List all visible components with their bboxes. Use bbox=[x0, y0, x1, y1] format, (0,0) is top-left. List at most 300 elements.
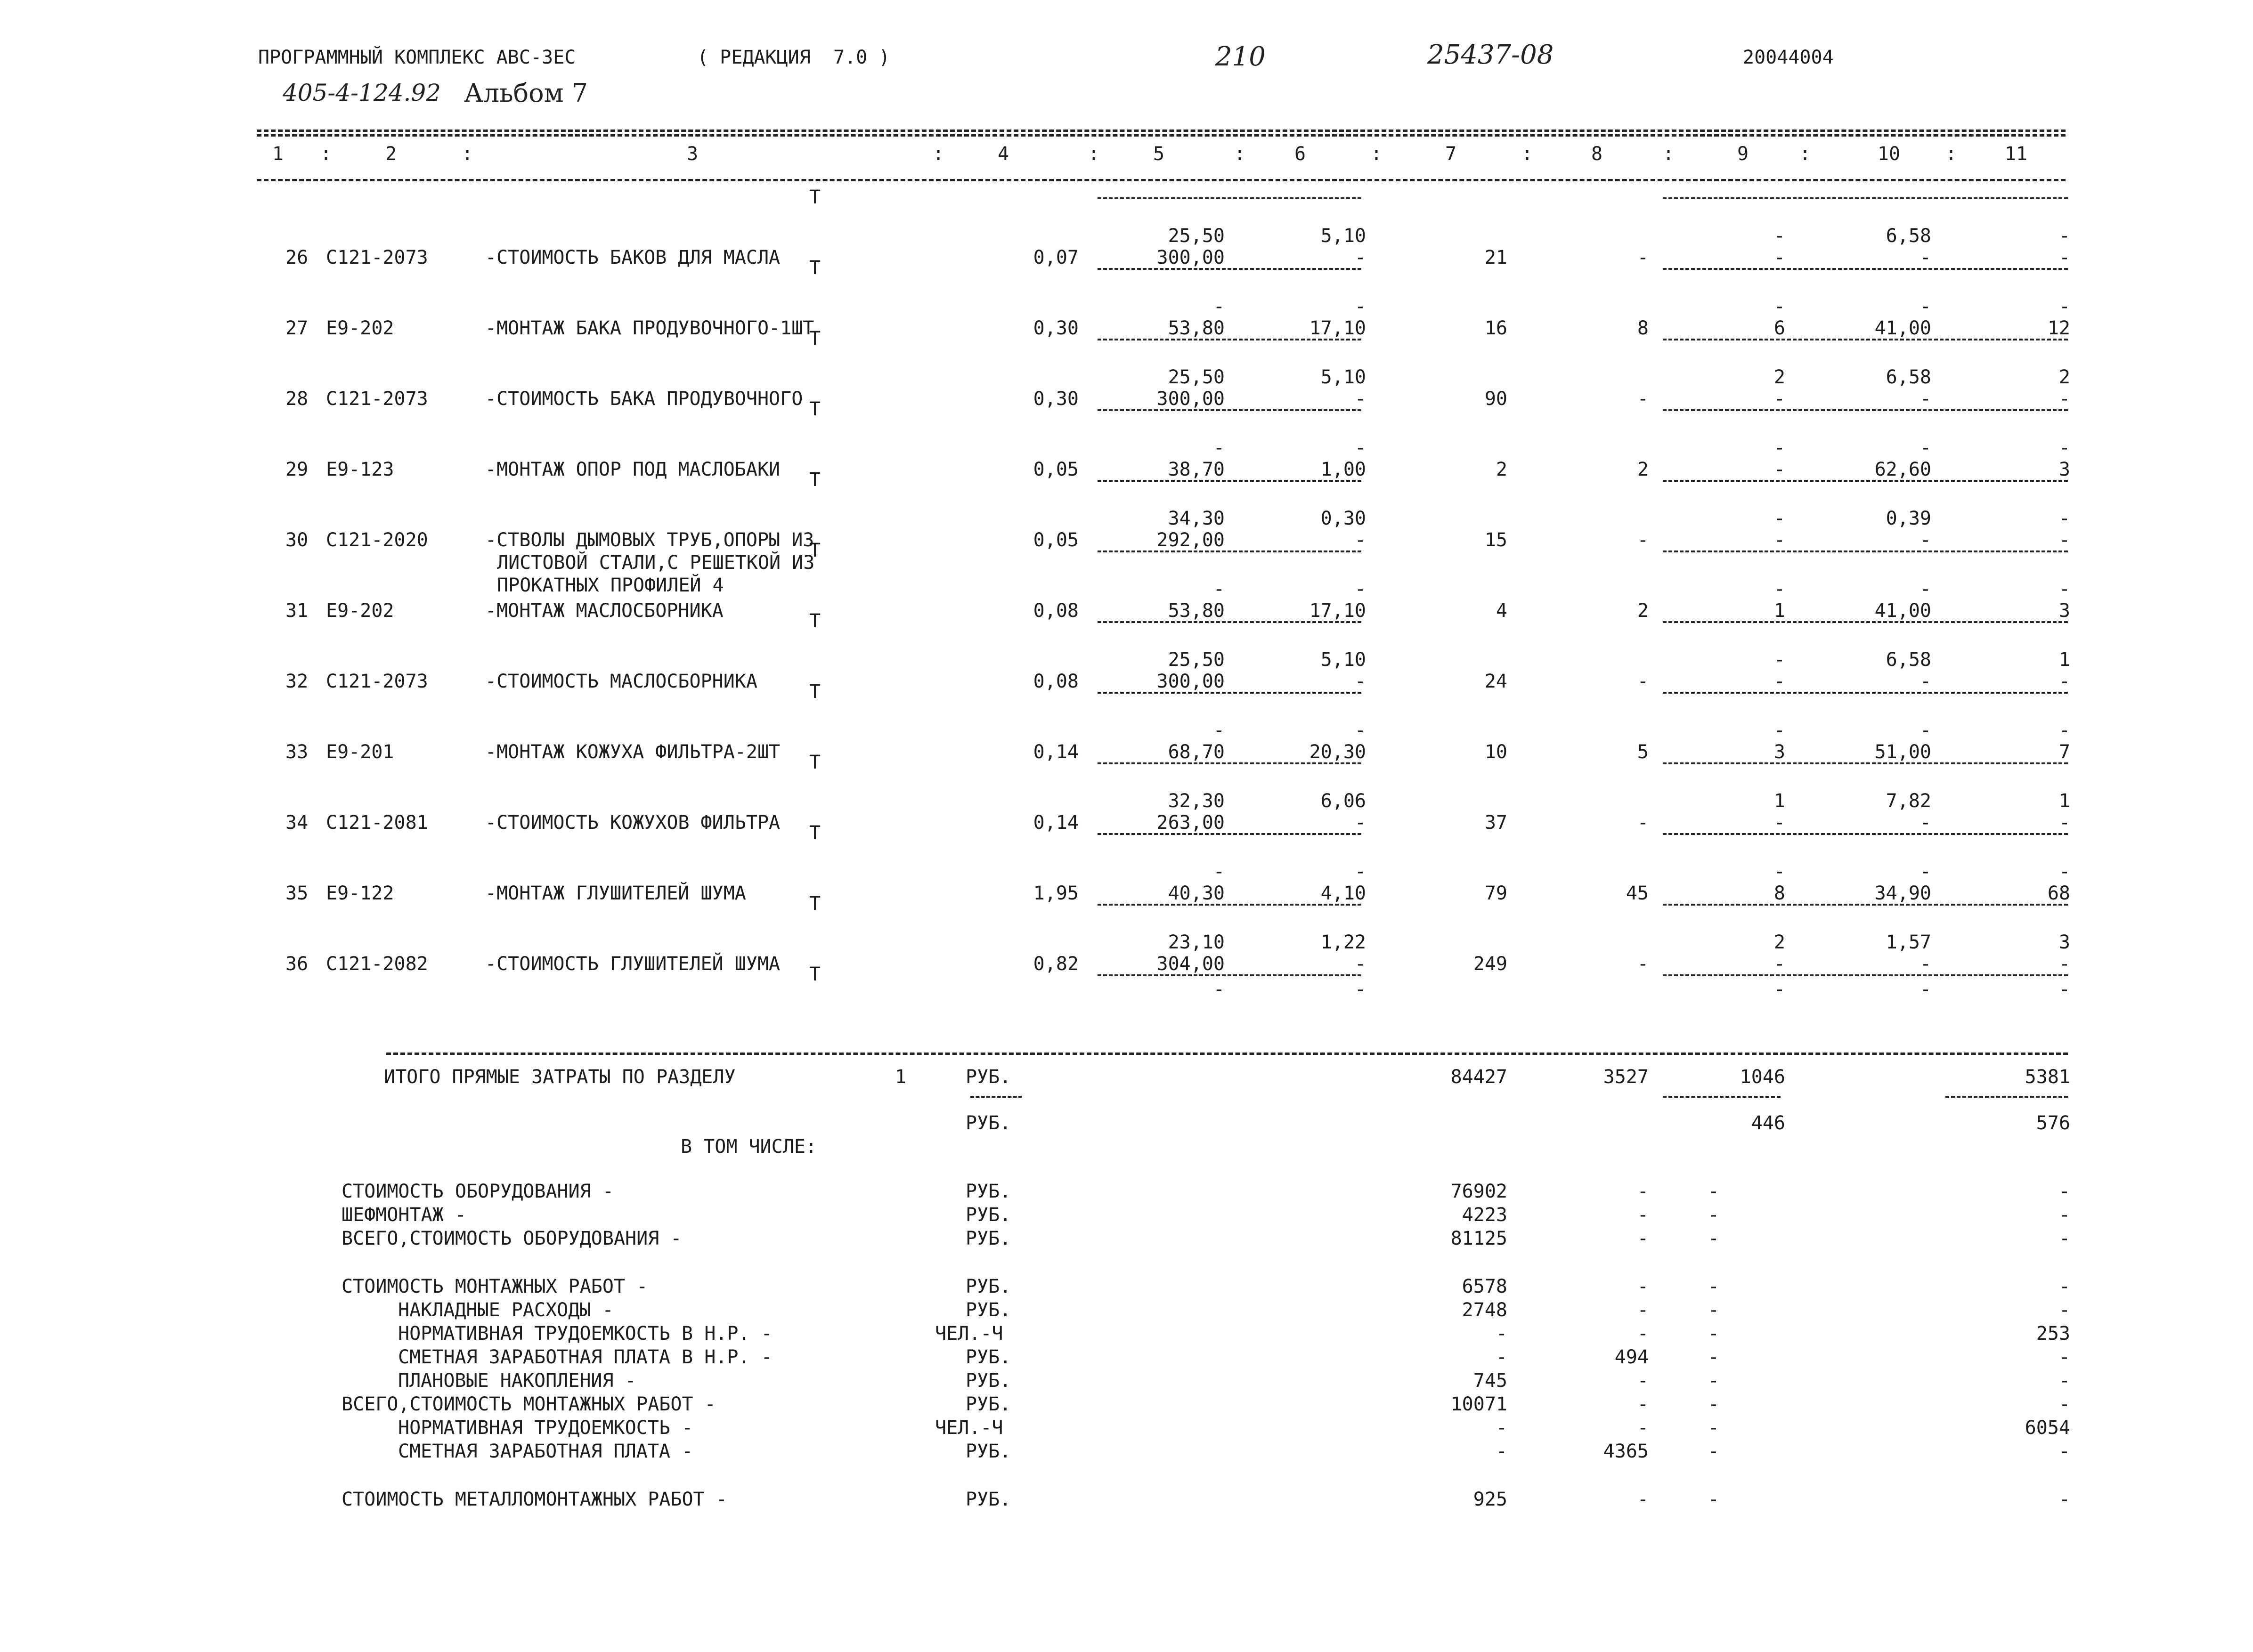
cell-6-bottom: - bbox=[1354, 953, 1366, 975]
cell-5-top: 23,10 bbox=[1168, 931, 1225, 953]
cell-6-top: 6,06 bbox=[1320, 790, 1366, 812]
summary-7: - bbox=[1496, 1323, 1507, 1344]
document-number: 25437-08 bbox=[1427, 40, 1554, 70]
cell-11-top: 2 bbox=[2058, 366, 2070, 388]
row-marker-t: Т bbox=[809, 186, 821, 208]
cell-11-bottom: - bbox=[2058, 812, 2070, 834]
column-header-1: 1 bbox=[272, 143, 284, 165]
summary-9: - bbox=[1708, 1370, 1719, 1392]
total-unit-2: РУБ. bbox=[966, 1112, 1011, 1134]
total-unit-rule bbox=[970, 1096, 1022, 1098]
cell-5-bottom: 53,80 bbox=[1168, 317, 1225, 339]
album-label: Альбом 7 bbox=[464, 78, 588, 108]
column-separator: : bbox=[1088, 143, 1100, 165]
cell-10-top: 0,39 bbox=[1886, 508, 1931, 529]
summary-8: - bbox=[1637, 1393, 1649, 1415]
row-marker-t: Т bbox=[809, 822, 821, 844]
cell-rule-5-6 bbox=[1098, 692, 1361, 694]
cell-11-top: - bbox=[2058, 720, 2070, 741]
cell-9-bottom: - bbox=[1773, 671, 1785, 692]
column-header-11: 11 bbox=[2004, 143, 2028, 165]
summary-unit: РУБ. bbox=[966, 1441, 1011, 1462]
column-separator: : bbox=[320, 143, 332, 165]
cell-8: 8 bbox=[1637, 317, 1649, 339]
cell-rule-9-11 bbox=[1663, 833, 2068, 835]
summary-unit: ЧЕЛ.-Ч bbox=[935, 1323, 1003, 1344]
summary-label: НАКЛАДНЫЕ РАСХОДЫ - bbox=[398, 1299, 614, 1321]
cell-5-top: 25,50 bbox=[1168, 366, 1225, 388]
row-number: 35 bbox=[285, 883, 309, 904]
row-name: ЛИСТОВОЙ СТАЛИ,С РЕШЕТКОЙ ИЗ bbox=[497, 552, 815, 574]
cell-7: 10 bbox=[1484, 741, 1507, 763]
column-separator: : bbox=[1371, 143, 1383, 165]
cell-6-bottom: - bbox=[1354, 529, 1366, 551]
cell-8: - bbox=[1637, 388, 1649, 410]
cell-rule-9-11 bbox=[1663, 268, 2068, 270]
summary-9: - bbox=[1708, 1417, 1719, 1439]
row-name: -СТОИМОСТЬ БАКОВ ДЛЯ МАСЛА bbox=[485, 247, 781, 268]
cell-10-bottom: - bbox=[1920, 812, 1931, 834]
cell-10-bottom: - bbox=[1920, 671, 1931, 692]
row-marker-t: Т bbox=[809, 398, 821, 420]
cell-rule-5-6 bbox=[1098, 551, 1361, 552]
row-quantity: 0,07 bbox=[1033, 247, 1079, 268]
summary-9: - bbox=[1708, 1346, 1719, 1368]
row-marker-t: Т bbox=[809, 893, 821, 915]
cell-5-bottom: 292,00 bbox=[1156, 529, 1225, 551]
summary-11: - bbox=[2058, 1276, 2070, 1297]
cell-5-top: 32,30 bbox=[1168, 790, 1225, 812]
header-bottom-rule bbox=[257, 179, 2066, 181]
cell-10-top: - bbox=[1920, 296, 1931, 317]
row-code: Е9-201 bbox=[326, 741, 394, 763]
cell-9-bottom: 1 bbox=[1773, 600, 1785, 622]
cell-7: 21 bbox=[1484, 247, 1507, 268]
cell-11-top: 3 bbox=[2058, 931, 2070, 953]
cell-8: - bbox=[1637, 812, 1649, 834]
row-quantity: 0,30 bbox=[1033, 388, 1079, 410]
cell-11-bottom: - bbox=[2058, 671, 2070, 692]
cell-5-bottom: 300,00 bbox=[1156, 671, 1225, 692]
cell-10-top: - bbox=[1920, 578, 1931, 600]
row-marker-t: Т bbox=[809, 328, 821, 349]
summary-9: - bbox=[1708, 1181, 1719, 1202]
cell-rule-9-11 bbox=[1663, 762, 2068, 764]
cell-11-bottom: 68 bbox=[2047, 883, 2070, 904]
cell-5-top: 25,50 bbox=[1168, 225, 1225, 247]
table-top-rule-2 bbox=[257, 134, 2066, 137]
in-total-label: В ТОМ ЧИСЛЕ: bbox=[681, 1136, 817, 1158]
row-name: -МОНТАЖ ГЛУШИТЕЛЕЙ ШУМА bbox=[485, 883, 746, 904]
cell-8: 45 bbox=[1626, 883, 1649, 904]
cell-rule-5-6 bbox=[1098, 268, 1361, 270]
cell-6-top: - bbox=[1354, 296, 1366, 317]
summary-unit: РУБ. bbox=[966, 1370, 1011, 1392]
cell-9-bottom: - bbox=[1773, 529, 1785, 551]
cell-10-bottom: 34,90 bbox=[1874, 883, 1931, 904]
summary-9: - bbox=[1708, 1228, 1719, 1249]
row-quantity: 0,30 bbox=[1033, 317, 1079, 339]
cell-rule-9-11 bbox=[1663, 621, 2068, 623]
cell-6-bottom: 17,10 bbox=[1309, 317, 1366, 339]
program-title: ПРОГРАММНЫЙ КОМПЛЕКС АВС-ЗЕС bbox=[258, 47, 576, 68]
cell-5-bottom: 300,00 bbox=[1156, 247, 1225, 268]
row-name: -МОНТАЖ ОПОР ПОД МАСЛОБАКИ bbox=[485, 459, 781, 480]
total-label: ИТОГО ПРЯМЫЕ ЗАТРАТЫ ПО РАЗДЕЛУ bbox=[384, 1066, 736, 1088]
summary-7: 6578 bbox=[1462, 1276, 1507, 1297]
cell-6-bottom: 4,10 bbox=[1320, 883, 1366, 904]
cell-rule-5-6 bbox=[1098, 762, 1361, 764]
cell-6-top: 1,22 bbox=[1320, 931, 1366, 953]
row-name: -СТОИМОСТЬ ГЛУШИТЕЛЕЙ ШУМА bbox=[485, 953, 781, 975]
cell-6-bottom: 17,10 bbox=[1309, 600, 1366, 622]
row-marker-t: Т bbox=[809, 540, 821, 561]
row-quantity: 0,05 bbox=[1033, 459, 1079, 480]
row-number: 36 bbox=[285, 953, 309, 975]
cell-9-top: - bbox=[1773, 437, 1785, 459]
cell-6-top: - bbox=[1354, 578, 1366, 600]
row-code: С121-2020 bbox=[326, 529, 428, 551]
cell-rule-5-6 bbox=[1098, 339, 1361, 340]
cell-11-top: - bbox=[2058, 225, 2070, 247]
row-name: -СТОИМОСТЬ БАКА ПРОДУВОЧНОГО bbox=[485, 388, 803, 410]
form-code: 20044004 bbox=[1743, 47, 1834, 68]
row-marker-t: Т bbox=[809, 752, 821, 773]
cell-8: 2 bbox=[1637, 459, 1649, 480]
summary-label: НОРМАТИВНАЯ ТРУДОЕМКОСТЬ - bbox=[398, 1417, 693, 1439]
row-code: С121-2073 bbox=[326, 388, 428, 410]
cell-7: 15 bbox=[1484, 529, 1507, 551]
summary-11: 253 bbox=[2036, 1323, 2070, 1344]
row-name: -СТОИМОСТЬ КОЖУХОВ ФИЛЬТРА bbox=[485, 812, 781, 834]
edition-label: ( РЕДАКЦИЯ 7.0 ) bbox=[697, 47, 890, 68]
summary-11: - bbox=[2058, 1393, 2070, 1415]
column-separator: : bbox=[1945, 143, 1957, 165]
row-name: -СТВОЛЫ ДЫМОВЫХ ТРУБ,ОПОРЫ ИЗ bbox=[485, 529, 814, 551]
row-number: 34 bbox=[285, 812, 309, 834]
cell-10-bottom: - bbox=[1920, 247, 1931, 268]
total-7: 84427 bbox=[1450, 1066, 1507, 1088]
column-header-7: 7 bbox=[1445, 143, 1457, 165]
cell-6-top: 0,30 bbox=[1320, 508, 1366, 529]
row-marker-t: Т bbox=[809, 681, 821, 703]
column-separator: : bbox=[1799, 143, 1811, 165]
summary-label: ШЕФМОНТАЖ - bbox=[342, 1204, 466, 1226]
total-9-rule bbox=[1663, 1096, 1781, 1098]
cell-5-bottom: 40,30 bbox=[1168, 883, 1225, 904]
cell-rule-5-6 bbox=[1098, 409, 1361, 411]
summary-11: 6054 bbox=[2025, 1417, 2070, 1439]
summary-11: - bbox=[2058, 1299, 2070, 1321]
column-header-2: 2 bbox=[385, 143, 397, 165]
row-name: -МОНТАЖ МАСЛОСБОРНИКА bbox=[485, 600, 724, 622]
summary-8: 4365 bbox=[1603, 1441, 1649, 1462]
page-number: 210 bbox=[1215, 41, 1266, 72]
total-11-top: 5381 bbox=[2025, 1066, 2070, 1088]
cell-9-top: - bbox=[1773, 508, 1785, 529]
cell-5-top: - bbox=[1213, 861, 1225, 883]
summary-11: - bbox=[2058, 1370, 2070, 1392]
summary-7: 76902 bbox=[1450, 1181, 1507, 1202]
cell-7: 79 bbox=[1484, 883, 1507, 904]
summary-unit: РУБ. bbox=[966, 1393, 1011, 1415]
cell-6-bottom: 1,00 bbox=[1320, 459, 1366, 480]
summary-label: СТОИМОСТЬ МЕТАЛЛОМОНТАЖНЫХ РАБОТ - bbox=[342, 1489, 727, 1510]
column-header-4: 4 bbox=[997, 143, 1009, 165]
summary-unit: РУБ. bbox=[966, 1181, 1011, 1202]
summary-unit: ЧЕЛ.-Ч bbox=[935, 1417, 1003, 1439]
row-name: -СТОИМОСТЬ МАСЛОСБОРНИКА bbox=[485, 671, 757, 692]
cell-rule-5-6 bbox=[1098, 480, 1361, 482]
row-marker-t: Т bbox=[809, 469, 821, 491]
cell-9-bottom: - bbox=[1773, 812, 1785, 834]
cell-10-top: 1,57 bbox=[1886, 931, 1931, 953]
summary-unit: РУБ. bbox=[966, 1276, 1011, 1297]
summary-8: - bbox=[1637, 1489, 1649, 1510]
total-9-bottom: 446 bbox=[1751, 1112, 1785, 1134]
cell-11-bottom: - bbox=[2058, 247, 2070, 268]
cell-7: 249 bbox=[1473, 953, 1507, 975]
summary-7: - bbox=[1496, 1346, 1507, 1368]
column-header-9: 9 bbox=[1737, 143, 1749, 165]
cell-9-top: 1 bbox=[1773, 790, 1785, 812]
row-code: Е9-122 bbox=[326, 883, 394, 904]
column-separator: : bbox=[1234, 143, 1246, 165]
cell-5-top: - bbox=[1213, 437, 1225, 459]
cell-10-top: 6,58 bbox=[1886, 649, 1931, 671]
summary-7: 745 bbox=[1473, 1370, 1507, 1392]
summary-11: - bbox=[2058, 1228, 2070, 1249]
column-header-3: 3 bbox=[686, 143, 699, 165]
cell-5-bottom: 263,00 bbox=[1156, 812, 1225, 834]
summary-9: - bbox=[1708, 1299, 1719, 1321]
cell-rule-5-6 bbox=[1098, 621, 1361, 623]
summary-11: - bbox=[2058, 1181, 2070, 1202]
cell-11-top: - bbox=[2058, 437, 2070, 459]
cell-9-top: - bbox=[1773, 649, 1785, 671]
summary-7: 2748 bbox=[1462, 1299, 1507, 1321]
cell-5-top: 34,30 bbox=[1168, 508, 1225, 529]
summary-11: - bbox=[2058, 1441, 2070, 1462]
summary-8: - bbox=[1637, 1323, 1649, 1344]
row-code: С121-2081 bbox=[326, 812, 428, 834]
row-name: -МОНТАЖ БАКА ПРОДУВОЧНОГО-1ШТ bbox=[485, 317, 814, 339]
cell-11-top: - bbox=[2058, 508, 2070, 529]
cell-5-bottom: 300,00 bbox=[1156, 388, 1225, 410]
column-header-5: 5 bbox=[1153, 143, 1165, 165]
summary-7: 10071 bbox=[1450, 1393, 1507, 1415]
summary-8: - bbox=[1637, 1417, 1649, 1439]
summary-unit: РУБ. bbox=[966, 1346, 1011, 1368]
row-name: -МОНТАЖ КОЖУХА ФИЛЬТРА-2ШТ bbox=[485, 741, 781, 763]
row-quantity: 0,05 bbox=[1033, 529, 1079, 551]
cell-8: 5 bbox=[1637, 741, 1649, 763]
cell-rule-9-11 bbox=[1663, 692, 2068, 694]
total-9-top: 1046 bbox=[1740, 1066, 1785, 1088]
cell-rule-5-6 bbox=[1098, 833, 1361, 835]
cell-5-top: - bbox=[1213, 296, 1225, 317]
cell-11-bottom: 3 bbox=[2058, 600, 2070, 622]
cell-11-bottom: - bbox=[2058, 388, 2070, 410]
cell-9-bottom: - bbox=[1773, 388, 1785, 410]
column-header-8: 8 bbox=[1591, 143, 1603, 165]
row-number: 32 bbox=[285, 671, 309, 692]
row-marker-t: Т bbox=[809, 964, 821, 985]
cell-6-bottom: - bbox=[1354, 671, 1366, 692]
cell-9-top: - bbox=[1773, 296, 1785, 317]
column-separator: : bbox=[1521, 143, 1533, 165]
row-quantity: 0,14 bbox=[1033, 812, 1079, 834]
cell-10-top: - bbox=[1920, 720, 1931, 741]
cell-rule-9-11 bbox=[1663, 197, 2068, 199]
summary-8: - bbox=[1637, 1181, 1649, 1202]
row-number: 29 bbox=[285, 459, 309, 480]
summary-9: - bbox=[1708, 1276, 1719, 1297]
cell-6-top: - bbox=[1354, 861, 1366, 883]
summary-label: СТОИМОСТЬ МОНТАЖНЫХ РАБОТ - bbox=[342, 1276, 648, 1297]
total-8: 3527 bbox=[1603, 1066, 1649, 1088]
cell-rule-9-11 bbox=[1663, 409, 2068, 411]
summary-7: 81125 bbox=[1450, 1228, 1507, 1249]
totals-rule bbox=[386, 1053, 2068, 1055]
cell-10-bottom: 51,00 bbox=[1874, 741, 1931, 763]
cell-5-top: - bbox=[1213, 720, 1225, 741]
cell-6-bottom: - bbox=[1354, 812, 1366, 834]
cell-9-top: 2 bbox=[1773, 931, 1785, 953]
cell-7: 37 bbox=[1484, 812, 1507, 834]
summary-8: - bbox=[1637, 1204, 1649, 1226]
cell-5-bottom: 53,80 bbox=[1168, 600, 1225, 622]
row-quantity: 0,14 bbox=[1033, 741, 1079, 763]
cell-10-bottom: 62,60 bbox=[1874, 459, 1931, 480]
total-unit: РУБ. bbox=[966, 1066, 1011, 1088]
trailing-5: - bbox=[1213, 979, 1225, 1000]
row-number: 28 bbox=[285, 388, 309, 410]
summary-9: - bbox=[1708, 1323, 1719, 1344]
cell-9-bottom: - bbox=[1773, 953, 1785, 975]
cell-rule-9-11 bbox=[1663, 974, 2068, 976]
summary-8: 494 bbox=[1614, 1346, 1649, 1368]
summary-label: СМЕТНАЯ ЗАРАБОТНАЯ ПЛАТА В Н.Р. - bbox=[398, 1346, 773, 1368]
cell-10-top: 6,58 bbox=[1886, 225, 1931, 247]
cell-10-bottom: 41,00 bbox=[1874, 317, 1931, 339]
cell-11-bottom: - bbox=[2058, 529, 2070, 551]
cell-rule-9-11 bbox=[1663, 551, 2068, 552]
row-number: 31 bbox=[285, 600, 309, 622]
summary-11: - bbox=[2058, 1346, 2070, 1368]
summary-7: 925 bbox=[1473, 1489, 1507, 1510]
cell-8: 2 bbox=[1637, 600, 1649, 622]
summary-9: - bbox=[1708, 1489, 1719, 1510]
cell-7: 24 bbox=[1484, 671, 1507, 692]
cell-11-top: - bbox=[2058, 861, 2070, 883]
summary-8: - bbox=[1637, 1228, 1649, 1249]
row-code: Е9-123 bbox=[326, 459, 394, 480]
cell-11-bottom: 12 bbox=[2047, 317, 2070, 339]
cell-5-top: - bbox=[1213, 578, 1225, 600]
cell-9-bottom: 3 bbox=[1773, 741, 1785, 763]
cell-10-top: 6,58 bbox=[1886, 366, 1931, 388]
summary-label: НОРМАТИВНАЯ ТРУДОЕМКОСТЬ В Н.Р. - bbox=[398, 1323, 773, 1344]
summary-8: - bbox=[1637, 1370, 1649, 1392]
cell-6-top: 5,10 bbox=[1320, 649, 1366, 671]
cell-6-bottom: - bbox=[1354, 388, 1366, 410]
cell-6-top: - bbox=[1354, 720, 1366, 741]
cell-8: - bbox=[1637, 247, 1649, 268]
row-code: С121-2082 bbox=[326, 953, 428, 975]
summary-unit: РУБ. bbox=[966, 1489, 1011, 1510]
cell-10-top: - bbox=[1920, 861, 1931, 883]
column-separator: : bbox=[1663, 143, 1675, 165]
cell-9-bottom: - bbox=[1773, 247, 1785, 268]
column-separator: : bbox=[933, 143, 944, 165]
summary-9: - bbox=[1708, 1204, 1719, 1226]
row-code: С121-2073 bbox=[326, 671, 428, 692]
summary-11: - bbox=[2058, 1489, 2070, 1510]
column-header-6: 6 bbox=[1294, 143, 1306, 165]
summary-label: ПЛАНОВЫЕ НАКОПЛЕНИЯ - bbox=[398, 1370, 636, 1392]
cell-7: 90 bbox=[1484, 388, 1507, 410]
trailing-6: - bbox=[1354, 979, 1366, 1000]
total-11-bottom: 576 bbox=[2036, 1112, 2070, 1134]
summary-label: ВСЕГО,СТОИМОСТЬ ОБОРУДОВАНИЯ - bbox=[342, 1228, 682, 1249]
summary-8: - bbox=[1637, 1299, 1649, 1321]
cell-9-bottom: 8 bbox=[1773, 883, 1785, 904]
cell-5-bottom: 38,70 bbox=[1168, 459, 1225, 480]
trailing-9: - bbox=[1773, 979, 1785, 1000]
cell-7: 4 bbox=[1496, 600, 1507, 622]
row-number: 27 bbox=[285, 317, 309, 339]
cell-8: - bbox=[1637, 529, 1649, 551]
cell-10-top: 7,82 bbox=[1886, 790, 1931, 812]
cell-rule-5-6 bbox=[1098, 197, 1361, 199]
total-section: 1 bbox=[895, 1066, 907, 1088]
cell-11-top: 1 bbox=[2058, 790, 2070, 812]
row-quantity: 0,08 bbox=[1033, 600, 1079, 622]
cell-rule-5-6 bbox=[1098, 904, 1361, 906]
total-11-rule bbox=[1945, 1096, 2068, 1098]
row-quantity: 0,82 bbox=[1033, 953, 1079, 975]
cell-rule-9-11 bbox=[1663, 339, 2068, 340]
cell-10-bottom: - bbox=[1920, 388, 1931, 410]
row-code: Е9-202 bbox=[326, 600, 394, 622]
cell-11-bottom: - bbox=[2058, 953, 2070, 975]
row-marker-t: Т bbox=[809, 610, 821, 632]
cell-8: - bbox=[1637, 953, 1649, 975]
table-top-rule bbox=[257, 130, 2066, 132]
row-name: ПРОКАТНЫХ ПРОФИЛЕЙ 4 bbox=[497, 575, 724, 596]
cell-9-top: - bbox=[1773, 225, 1785, 247]
cell-10-bottom: 41,00 bbox=[1874, 600, 1931, 622]
cell-5-bottom: 304,00 bbox=[1156, 953, 1225, 975]
trailing-10: - bbox=[1920, 979, 1931, 1000]
cell-6-top: 5,10 bbox=[1320, 366, 1366, 388]
cell-9-bottom: - bbox=[1773, 459, 1785, 480]
summary-unit: РУБ. bbox=[966, 1228, 1011, 1249]
cell-6-bottom: 20,30 bbox=[1309, 741, 1366, 763]
row-number: 33 bbox=[285, 741, 309, 763]
summary-7: 4223 bbox=[1462, 1204, 1507, 1226]
cell-rule-9-11 bbox=[1663, 480, 2068, 482]
project-number: 405-4-124.92 bbox=[283, 79, 441, 106]
row-quantity: 0,08 bbox=[1033, 671, 1079, 692]
cell-6-top: - bbox=[1354, 437, 1366, 459]
cell-10-top: - bbox=[1920, 437, 1931, 459]
cell-9-bottom: 6 bbox=[1773, 317, 1785, 339]
cell-11-bottom: 3 bbox=[2058, 459, 2070, 480]
cell-10-bottom: - bbox=[1920, 529, 1931, 551]
cell-8: - bbox=[1637, 671, 1649, 692]
